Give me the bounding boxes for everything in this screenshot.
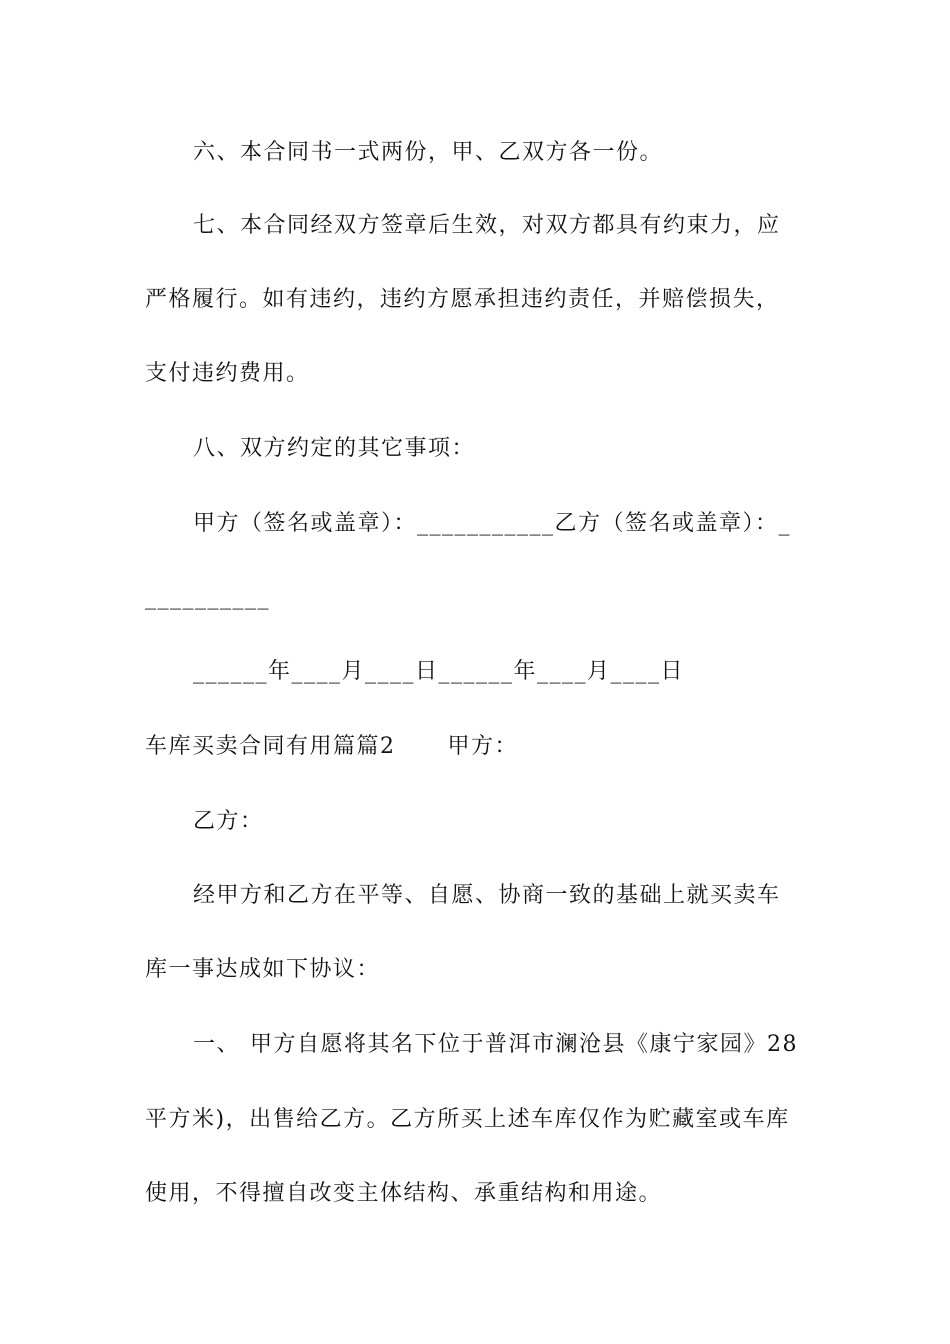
signature-line (0, 509, 950, 539)
preamble-line-2 (0, 955, 950, 985)
clause-6-text: 六、本合同书一式两份，甲、乙双方各一份。 (193, 140, 664, 165)
preamble-text-1: 经甲方和乙方在平等、自愿、协商一致的基础上就买卖车 (193, 883, 781, 908)
preamble-text-2: 库一事达成如下协议： (145, 957, 381, 982)
article-1-line-2 (0, 1105, 950, 1135)
party-b-label: 乙方： (193, 809, 264, 834)
signature-line-continued (0, 583, 950, 613)
article-1-line-1 (0, 1030, 950, 1060)
clause-7-line-2 (0, 285, 950, 315)
party-b-line (0, 807, 950, 837)
preamble-line-1 (0, 881, 950, 911)
clause-7-line-3 (0, 359, 950, 389)
clause-8-text: 八、双方约定的其它事项： (193, 436, 476, 461)
article-1-number: 一、 (193, 1032, 241, 1057)
section-heading-line (0, 732, 950, 762)
article-1-text-1: 甲方自愿将其名下位于普洱市澜沧县《康宁家园》28 (250, 1032, 799, 1057)
article-1-text-2: 平方米)，出售给乙方。乙方所买上述车库仅作为贮藏室或车库 (145, 1107, 790, 1132)
clause-7-text-2: 严格履行。如有违约，违约方愿承担违约责任，并赔偿损失， (145, 287, 780, 312)
article-1-line-3 (0, 1179, 950, 1209)
section-heading: 车库买卖合同有用篇篇2 (145, 734, 396, 759)
clause-7-text-3: 支付违约费用。 (145, 361, 310, 386)
signature-text: 甲方（签名或盖章）：___________乙方（签名或盖章）：_ (193, 511, 792, 536)
article-1-text-3: 使用，不得擅自改变主体结构、承重结构和用途。 (145, 1181, 663, 1206)
clause-8 (0, 434, 950, 464)
signature-text-continued: __________ (145, 585, 270, 610)
clause-7-text-1: 七、本合同经双方签章后生效，对双方都具有约束力，应 (193, 213, 781, 238)
party-a-label: 甲方： (447, 734, 519, 759)
date-line (0, 657, 950, 687)
clause-7-line-1 (0, 211, 950, 241)
date-text: ______年____月____日______年____月____日 (193, 659, 685, 684)
clause-6 (0, 138, 950, 168)
